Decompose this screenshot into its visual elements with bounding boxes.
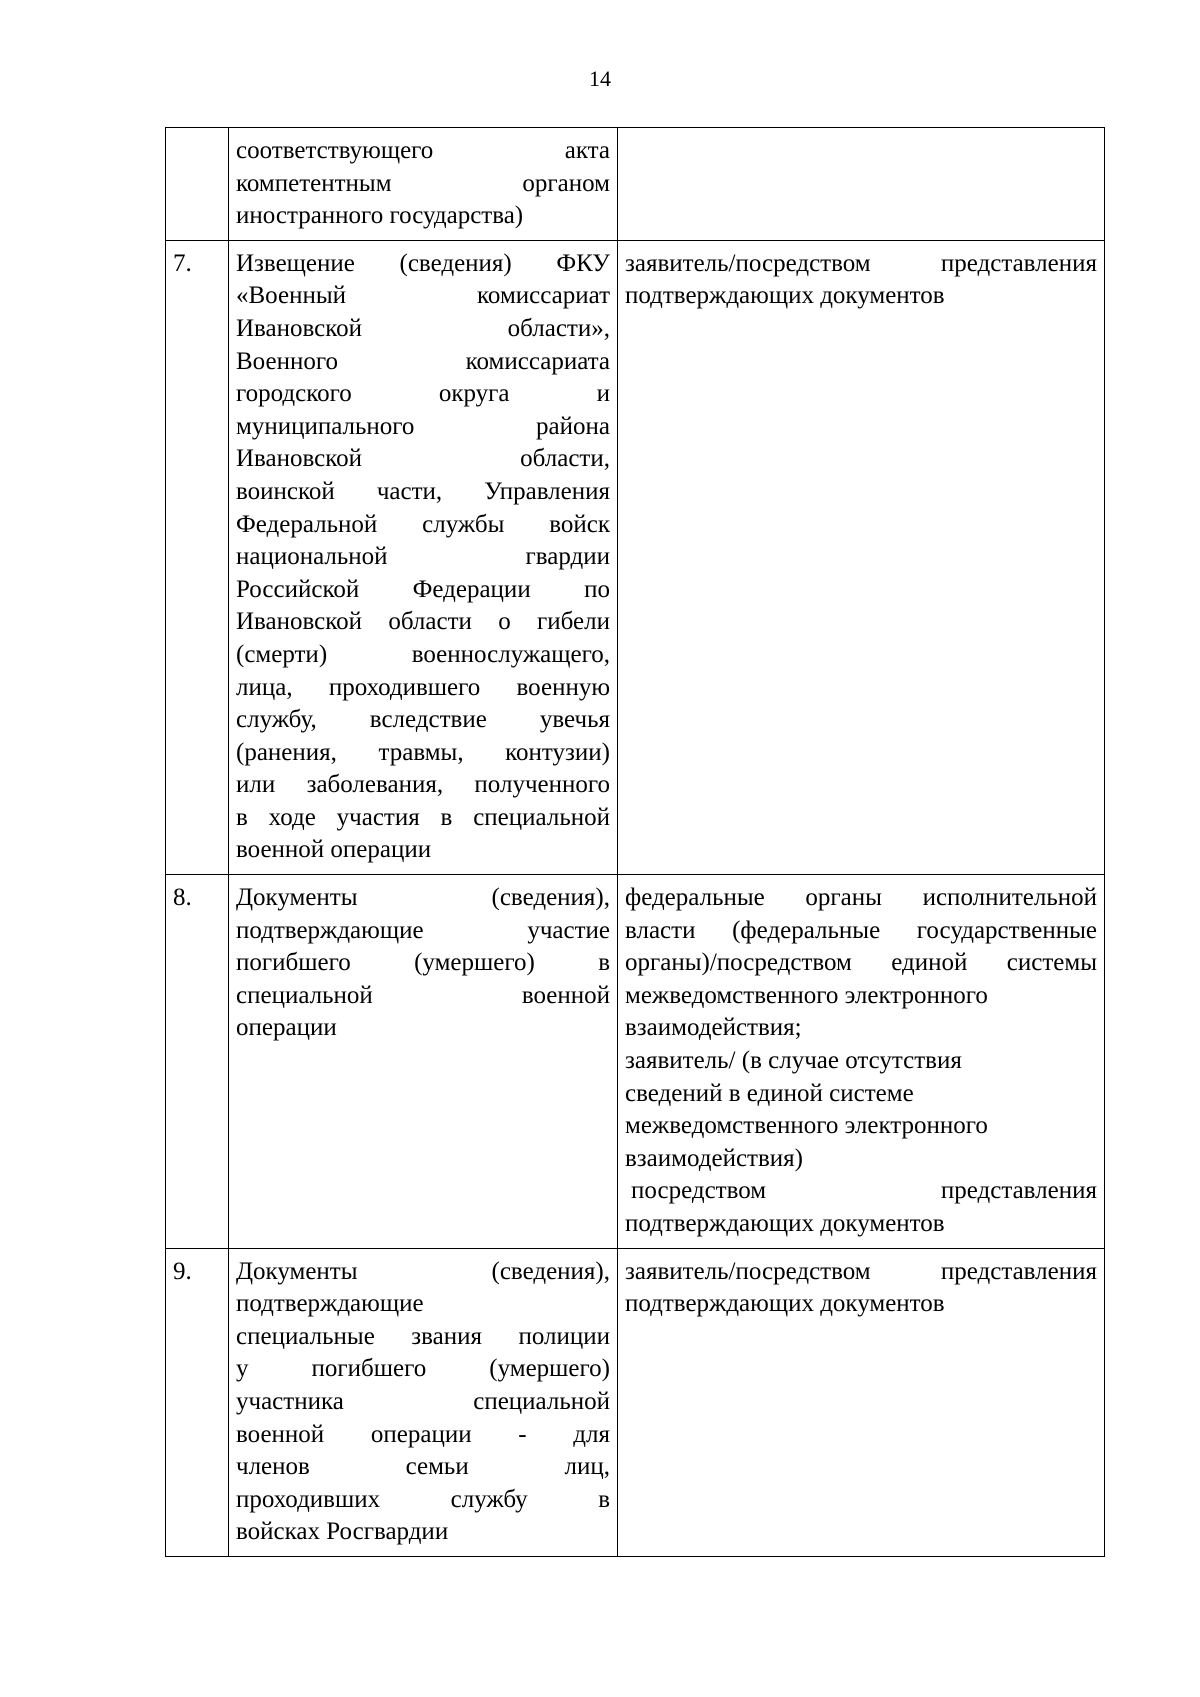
documents-table — [165, 127, 1105, 1557]
source-text-line: сведений в единой системе — [625, 1079, 914, 1107]
table-body — [166, 128, 1105, 1557]
document-text-line: «Военный комиссариат — [236, 282, 610, 310]
source-text-line: взаимодействия) — [625, 1144, 803, 1172]
document-text-line: подтверждающие участие — [236, 916, 610, 944]
document-text-line: Ивановской области», — [236, 314, 610, 342]
document-text-line: (ранения, травмы, контузии) — [236, 738, 610, 766]
document-text-line: соответствующего акта — [236, 137, 610, 164]
document-cell — [229, 240, 618, 874]
document-text-line: воинской части, Управления — [236, 477, 610, 505]
document-text-line: компетентным органом — [236, 169, 610, 197]
document-text-line: проходивших службу в — [236, 1485, 610, 1513]
document-text-line: Документы (сведения), — [236, 1257, 610, 1285]
document-cell — [229, 1248, 618, 1556]
row-number-cell: 7. — [166, 240, 229, 874]
table-row — [166, 128, 1105, 241]
document-text-line: городского округа и — [236, 380, 610, 408]
document-text-line: Федеральной службы войск — [236, 510, 610, 538]
document-text-line: (смерти) военнослужащего, — [236, 640, 610, 668]
document-text-line: Документы (сведения), — [236, 884, 610, 912]
source-text-line: межведомственного электронного — [625, 981, 988, 1009]
document-text-line: военной операции — [236, 836, 432, 864]
table-row — [166, 875, 1105, 1249]
source-cell — [618, 875, 1105, 1249]
document-text-line: подтверждающие — [236, 1290, 424, 1318]
source-text-line: заявитель/посредством представления — [625, 249, 1097, 277]
document-cell — [229, 875, 618, 1249]
document-text-line: муниципального района — [236, 412, 610, 440]
source-text-line: власти (федеральные государственные — [625, 916, 1097, 944]
table-row — [166, 1248, 1105, 1556]
source-text-line: подтверждающих документов — [625, 1290, 945, 1318]
document-text-line: иностранного государства) — [236, 202, 524, 230]
source-text-line: федеральные органы исполнительной — [625, 884, 1097, 912]
source-text-line: взаимодействия; — [625, 1014, 802, 1042]
document-text-line: Военного комиссариата — [236, 347, 610, 375]
document-text-line: национальной гвардии — [236, 543, 610, 571]
source-cell — [618, 1248, 1105, 1556]
document-text-line: Российской Федерации по — [236, 575, 610, 603]
document-text-line: Ивановской области о гибели — [236, 608, 610, 636]
page-number: 14 — [589, 66, 611, 91]
source-text-line: посредством представления — [631, 1177, 1097, 1205]
source-text-line: органы)/посредством единой системы — [625, 949, 1097, 977]
document-text-line: лица, проходившего военную — [236, 673, 610, 701]
document-cell — [229, 128, 618, 241]
row-number-cell — [166, 128, 229, 241]
source-text-line: подтверждающих документов — [625, 282, 945, 310]
document-text-line: погибшего (умершего) в — [236, 949, 610, 977]
row-number-cell: 9. — [166, 1248, 229, 1556]
row-number-cell: 8. — [166, 875, 229, 1249]
document-text-line: Извещение (сведения) ФКУ — [236, 249, 610, 277]
table-row — [166, 240, 1105, 874]
document-text-line: или заболевания, полученного — [236, 771, 610, 799]
source-text-line: подтверждающих документов — [625, 1210, 945, 1237]
document-text-line: участника специальной — [236, 1387, 610, 1415]
document-text-line: членов семьи лиц, — [236, 1453, 610, 1481]
document-text-line: в ходе участия в специальной — [236, 803, 610, 831]
source-text-line: межведомственного электронного — [625, 1112, 988, 1140]
document-text-line: войсках Росгвардии — [236, 1518, 449, 1546]
document-text-line: Ивановской области, — [236, 445, 610, 473]
source-cell — [618, 128, 1105, 241]
document-text-line: службу, вследствие увечья — [236, 706, 610, 734]
document-text-line: у погибшего (умершего) — [236, 1355, 610, 1383]
source-text-line: заявитель/посредством представления — [625, 1257, 1097, 1285]
source-cell — [618, 240, 1105, 874]
source-text-line: заявитель/ (в случае отсутствия — [625, 1047, 962, 1075]
document-text-line: военной операции - для — [236, 1420, 610, 1448]
document-text-line: специальные звания полиции — [236, 1322, 610, 1350]
document-text-line: специальной военной — [236, 981, 610, 1009]
document-text-line: операции — [236, 1014, 337, 1042]
